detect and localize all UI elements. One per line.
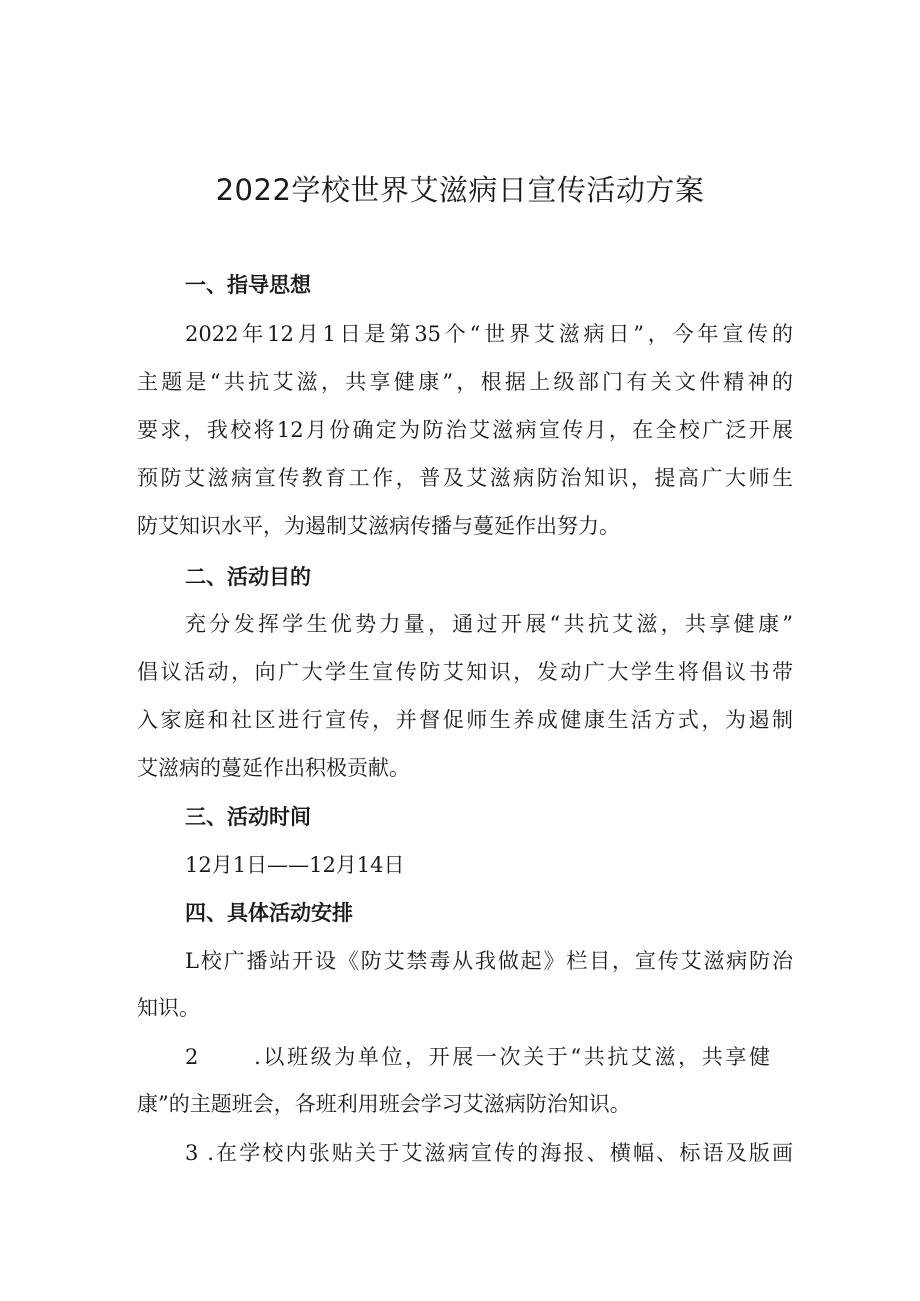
paragraph-line: 入家庭和社区进行宣传，并督促师生养成健康生活方式，为遏制 [137, 708, 793, 732]
paragraph-line: 康”的主题班会，各班利用班会学习艾滋病防治知识。 [137, 1092, 631, 1116]
section-heading-guiding-thought: 一、指导思想 [185, 273, 311, 297]
paragraph-line: 知识。 [137, 996, 200, 1020]
paragraph-line: 艾滋病的蔓延作出积极贡献。 [137, 756, 410, 780]
paragraph-line: 2 .以班级为单位，开展一次关于“共抗艾滋，共享健 [185, 1045, 770, 1069]
document-title: 2022学校世界艾滋病日宣传活动方案 [215, 173, 705, 207]
paragraph-line: 2022年12月1日是第35个“世界艾滋病日”，今年宣传的 [185, 322, 793, 346]
paragraph-line: 主题是“共抗艾滋，共享健康”，根据上级部门有关文件精神的 [137, 370, 793, 394]
paragraph-line: 3 .在学校内张贴关于艾滋病宣传的海报、横幅、标语及版画 [185, 1141, 793, 1165]
paragraph-line: 12月1日——12月14日 [185, 853, 405, 877]
paragraph-line: 充分发挥学生优势力量，通过开展“共抗艾滋，共享健康” [185, 612, 793, 636]
section-heading-activity-purpose: 二、活动目的 [185, 565, 311, 589]
paragraph-line: 防艾知识水平，为遏制艾滋病传播与蔓延作出努力。 [137, 514, 620, 538]
paragraph-line: 要求，我校将12月份确定为防治艾滋病宣传月，在全校广泛开展 [137, 418, 793, 442]
section-heading-activity-arrangement: 四、具体活动安排 [185, 901, 353, 925]
paragraph-line: L校广播站开设《防艾禁毒从我做起》栏目，宣传艾滋病防治 [185, 949, 793, 973]
paragraph-line: 倡议活动，向广大学生宣传防艾知识，发动广大学生将倡议书带 [137, 660, 793, 684]
paragraph-line: 预防艾滋病宣传教育工作，普及艾滋病防治知识，提高广大师生 [137, 466, 793, 490]
section-heading-activity-time: 三、活动时间 [185, 805, 311, 829]
